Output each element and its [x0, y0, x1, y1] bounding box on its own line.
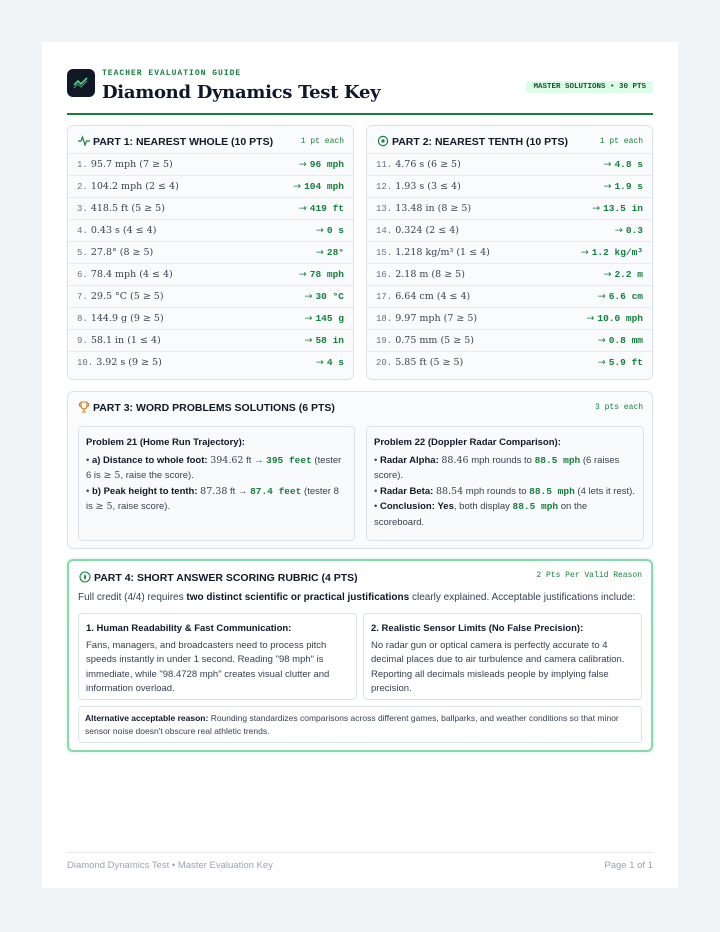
problem-21-part-b: • b) Peak height to tenth: 87.38 ft → 87.4 feet (tester 8 is ≥ 5, raise score). [86, 485, 339, 512]
arrow-right-icon: → [304, 291, 316, 302]
question-row [367, 285, 652, 307]
question-number: 16. [376, 270, 393, 280]
question-number: 20. [376, 358, 393, 368]
answer-value: → 1.2 kg/m³ [580, 247, 643, 258]
part1-card [67, 125, 354, 380]
problem-22-title: Problem 22 (Doppler Radar Comparison): [374, 437, 561, 448]
answer-value: → 0 s [315, 225, 344, 236]
page-title: Diamond Dynamics Test Key [102, 82, 381, 103]
page-footer [67, 852, 653, 871]
question-row [68, 197, 353, 219]
question-value: 418.5 ft (5 ≥ 5) [90, 203, 165, 214]
question-row [367, 219, 652, 241]
arrow-right-icon: → [597, 335, 609, 346]
pulse-icon [78, 135, 90, 147]
question-text [77, 220, 156, 241]
question-value: 9.97 mph (7 ≥ 5) [395, 313, 478, 324]
question-number: 9. [77, 336, 88, 346]
arrow-right-icon: → [586, 313, 598, 324]
question-number: 13. [376, 204, 393, 214]
compass-icon [79, 571, 91, 583]
arrow-right-icon: → [603, 181, 615, 192]
answer-value: → 10.0 mph [586, 313, 643, 324]
answer-value: → 5.9 ft [597, 357, 643, 368]
question-text [77, 286, 164, 307]
question-row [68, 153, 353, 175]
question-text [376, 220, 459, 241]
question-number: 1. [77, 160, 88, 170]
page-number: Page 1 of 1 [604, 860, 653, 871]
answer-value: → 0.3 [614, 225, 643, 236]
question-text [77, 154, 173, 175]
arrow-right-icon: → [603, 159, 615, 170]
answer-value: → 4 s [315, 357, 344, 368]
answer-value: → 419 ft [298, 203, 344, 214]
part3-card [67, 391, 653, 549]
question-number: 7. [77, 292, 88, 302]
question-number: 14. [376, 226, 393, 236]
question-value: 78.4 mph (4 ≤ 4) [90, 269, 173, 280]
question-value: 95.7 mph (7 ≥ 5) [90, 159, 173, 170]
part2-list [367, 153, 652, 373]
answer-value: → 104 mph [293, 181, 344, 192]
arrow-right-icon: → [298, 269, 310, 280]
question-number: 2. [77, 182, 88, 192]
problem-21-box [78, 426, 355, 541]
question-number: 12. [376, 182, 393, 192]
arrow-right-icon: → [315, 247, 327, 258]
radar-beta-line: • Radar Beta: 88.54 mph rounds to 88.5 mph (4 lets it rest). [374, 485, 635, 497]
answer-key-page [42, 42, 678, 888]
question-value: 6.64 cm (4 ≤ 4) [395, 291, 471, 302]
answer-value: → 4.8 s [603, 159, 643, 170]
points-badge: MASTER SOLUTIONS • 30 PTS [526, 81, 653, 93]
question-value: 4.76 s (6 ≥ 5) [395, 159, 461, 170]
arrow-right-icon: → [298, 159, 310, 170]
arrow-right-icon: → [315, 225, 327, 236]
page-header [67, 69, 653, 115]
question-row [367, 175, 652, 197]
question-text [77, 198, 165, 219]
question-value: 104.2 mph (2 ≤ 4) [90, 181, 179, 192]
part1-title: PART 1: NEAREST WHOLE (10 PTS) [78, 135, 273, 148]
footer-left: Diamond Dynamics Test • Master Evaluation Key [67, 860, 273, 871]
radar-alpha-line: • Radar Alpha: 88.46 mph rounds to 88.5 mph (6 raises score). [374, 454, 620, 481]
question-value: 29.5 °C (5 ≥ 5) [90, 291, 164, 302]
question-value: 5.85 ft (5 ≥ 5) [395, 357, 464, 368]
question-value: 0.324 (2 ≤ 4) [395, 225, 459, 236]
answer-value: → 145 g [304, 313, 344, 324]
question-row [68, 351, 353, 373]
answer-value: → 96 mph [298, 159, 344, 170]
arrow-right-icon: → [603, 269, 615, 280]
question-text [77, 330, 161, 351]
question-row [68, 175, 353, 197]
question-number: 19. [376, 336, 393, 346]
question-text [376, 198, 471, 219]
question-text [376, 264, 465, 285]
arrow-right-icon: → [304, 313, 316, 324]
part1-meta: 1 pt each [300, 137, 344, 146]
question-row [367, 197, 652, 219]
arrow-right-icon: → [580, 247, 592, 258]
part2-meta: 1 pt each [599, 137, 643, 146]
answer-value: → 0.8 mm [597, 335, 643, 346]
arrow-right-icon: → [293, 181, 305, 192]
answer-value: → 78 mph [298, 269, 344, 280]
arrow-right-icon: → [597, 357, 609, 368]
part2-card [366, 125, 653, 380]
arrow-right-icon: → [614, 225, 626, 236]
question-row [68, 285, 353, 307]
question-text [376, 176, 461, 197]
rubric-intro: Full credit (4/4) requires two distinct scientific or practical justifications clearly explained. Acceptable justifications include: [78, 592, 636, 603]
question-value: 0.75 mm (5 ≥ 5) [395, 335, 474, 346]
question-number: 8. [77, 314, 88, 324]
arrow-right-icon: → [304, 335, 316, 346]
question-number: 4. [77, 226, 88, 236]
part3-title: PART 3: WORD PROBLEMS SOLUTIONS (6 PTS) [78, 401, 335, 414]
question-row [367, 153, 652, 175]
problem-21-part-a: • a) Distance to whole foot: 394.62 ft → 395 feet (tester 6 is ≥ 5, raise the score). [86, 454, 342, 481]
question-row [367, 263, 652, 285]
question-number: 5. [77, 248, 88, 258]
part4-title: PART 4: SHORT ANSWER SCORING RUBRIC (4 PTS) [79, 571, 358, 584]
question-value: 27.8° (8 ≥ 5) [90, 247, 154, 258]
question-number: 18. [376, 314, 393, 324]
question-value: 1.93 s (3 ≤ 4) [395, 181, 461, 192]
question-text [376, 308, 477, 329]
conclusion-line: • Conclusion: Yes, both display 88.5 mph on the scoreboard. [374, 501, 588, 528]
question-text [77, 308, 164, 329]
question-row [367, 307, 652, 329]
arrow-right-icon: → [298, 203, 310, 214]
question-value: 3.92 s (9 ≥ 5) [96, 357, 162, 368]
header-eyebrow: TEACHER EVALUATION GUIDE [102, 69, 242, 78]
question-text [77, 352, 162, 373]
question-number: 15. [376, 248, 393, 258]
trophy-icon [78, 401, 90, 413]
part2-title: PART 2: NEAREST TENTH (10 PTS) [377, 135, 568, 148]
question-row [68, 241, 353, 263]
question-row [68, 329, 353, 351]
question-number: 10. [77, 358, 94, 368]
alternative-reason: Alternative acceptable reason: Rounding standardizes comparisons across different games, ballparks, and weather conditions so that minor sensor noise doesn't obscure real athletic trends. [78, 706, 642, 743]
question-row [367, 351, 652, 373]
question-text [376, 352, 463, 373]
rubric-reason-1: 1. Human Readability & Fast Communication: Fans, managers, and broadcasters need to process pitch speeds instantly in under 1 second. Reading "98 mph" is immediate, while "98.4728 mph" creates visual clutter and information overload. [78, 613, 357, 700]
question-number: 11. [376, 160, 393, 170]
question-text [376, 286, 470, 307]
question-text [77, 176, 179, 197]
arrow-right-icon: → [597, 291, 609, 302]
part4-meta: 2 Pts Per Valid Reason [536, 571, 642, 580]
answer-value: → 6.6 cm [597, 291, 643, 302]
question-number: 17. [376, 292, 393, 302]
question-row [68, 263, 353, 285]
answer-value: → 30 °C [304, 291, 344, 302]
arrow-right-icon: → [315, 357, 327, 368]
rubric-reason-2: 2. Realistic Sensor Limits (No False Precision): No radar gun or optical camera is perfectly accurate to 4 decimal places due to air turbulence and camera calibration. Reporting all decimals misleads people by implying false precision. [363, 613, 642, 700]
question-number: 3. [77, 204, 88, 214]
answer-value: → 2.2 m [603, 269, 643, 280]
question-value: 2.18 m (8 ≥ 5) [395, 269, 465, 280]
question-text [376, 242, 490, 263]
part1-list [68, 153, 353, 373]
answer-87-4-feet: 87.4 feet [250, 485, 302, 497]
problem-22-box [366, 426, 644, 541]
question-value: 1.218 kg/m³ (1 ≤ 4) [395, 247, 490, 258]
problem-21-title: Problem 21 (Home Run Trajectory): [86, 437, 245, 448]
question-text [77, 264, 173, 285]
answer-value: → 58 in [304, 335, 344, 346]
question-row [367, 329, 652, 351]
part3-meta: 3 pts each [594, 403, 643, 412]
answer-395-feet: 395 feet [266, 454, 312, 466]
answer-value: → 1.9 s [603, 181, 643, 192]
answer-value: → 28° [315, 247, 344, 258]
question-value: 144.9 g (9 ≥ 5) [90, 313, 164, 324]
question-value: 0.43 s (4 ≤ 4) [90, 225, 157, 236]
question-value: 58.1 in (1 ≤ 4) [90, 335, 161, 346]
question-text [77, 242, 153, 263]
question-row [68, 307, 353, 329]
part4-card [67, 559, 653, 752]
question-row [68, 219, 353, 241]
question-row [367, 241, 652, 263]
question-text [376, 154, 461, 175]
question-number: 6. [77, 270, 88, 280]
arrow-right-icon: → [592, 203, 604, 214]
check-chart-icon [67, 69, 95, 97]
question-text [376, 330, 474, 351]
question-value: 13.48 in (8 ≥ 5) [395, 203, 472, 214]
target-icon [377, 135, 389, 147]
answer-value: → 13.5 in [592, 203, 643, 214]
